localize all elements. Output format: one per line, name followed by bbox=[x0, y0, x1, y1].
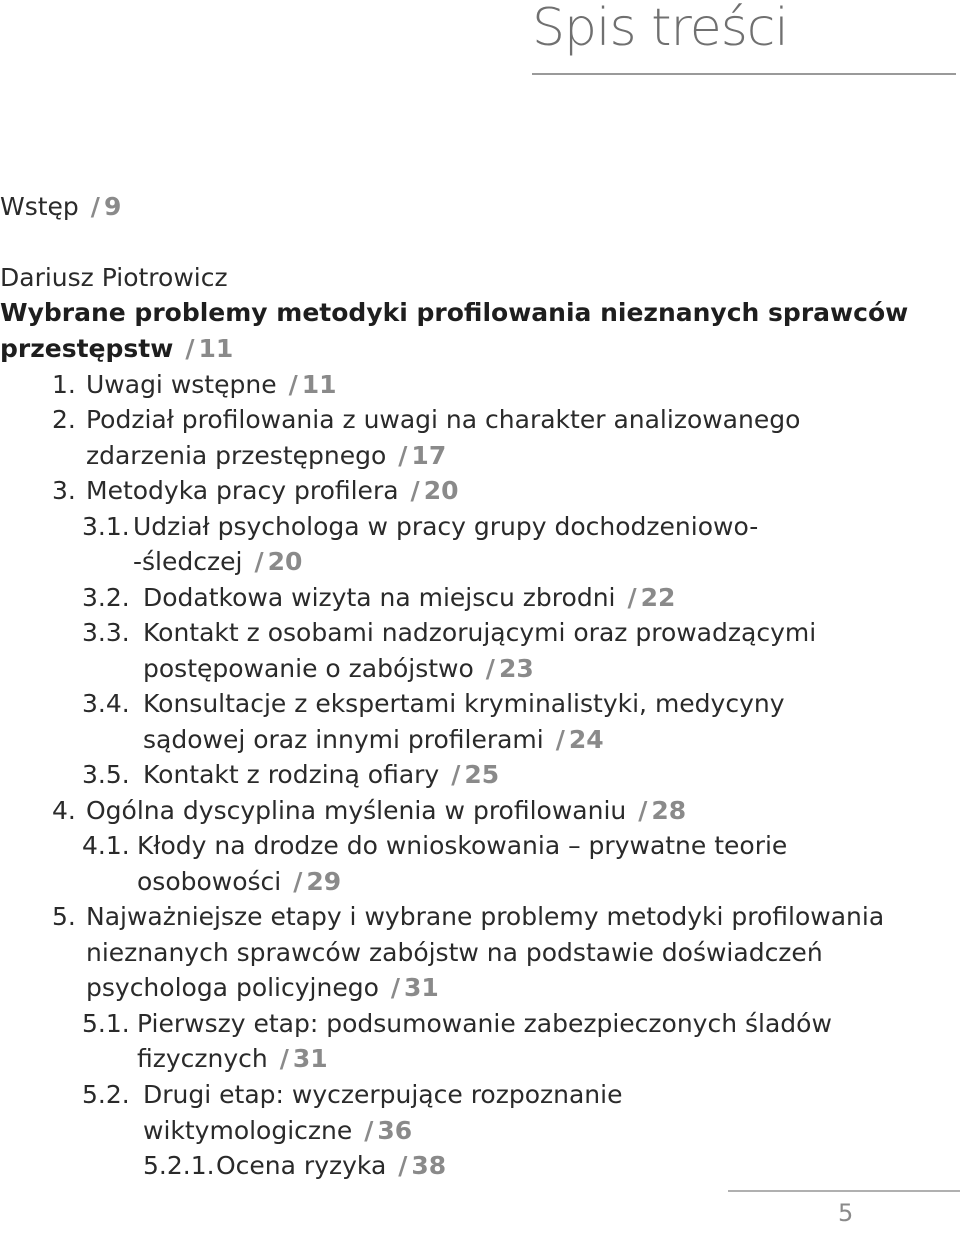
toc-page-number: 20 bbox=[423, 476, 459, 505]
toc-item-text: Kontakt z rodziną ofiary bbox=[143, 760, 440, 789]
toc-item[interactable] bbox=[86, 793, 686, 829]
separator: / bbox=[398, 1151, 408, 1180]
toc-item-text: Ocena ryzyka bbox=[216, 1151, 387, 1180]
separator: / bbox=[390, 973, 401, 1002]
item-number: 3.4. bbox=[82, 689, 130, 718]
page-title: Spis treści bbox=[532, 0, 788, 58]
item-number: 3.5. bbox=[82, 760, 130, 789]
toc-page-number: 28 bbox=[651, 796, 687, 825]
toc-page-number: 31 bbox=[292, 1044, 328, 1073]
toc-item[interactable] bbox=[143, 757, 499, 793]
chapter-title-line2: przestępstw bbox=[0, 334, 174, 363]
toc-page-number: 23 bbox=[498, 654, 534, 683]
toc-item-text: Uwagi wstępne bbox=[86, 370, 277, 399]
toc-item-text: Metodyka pracy profilera bbox=[86, 476, 399, 505]
item-number: 5. bbox=[52, 902, 76, 931]
toc-item[interactable] bbox=[86, 367, 337, 403]
separator: / bbox=[254, 547, 264, 576]
toc-item[interactable] bbox=[86, 402, 800, 438]
toc-item[interactable] bbox=[133, 509, 758, 545]
separator: / bbox=[410, 476, 420, 505]
toc-item-text: zdarzenia przestępnego bbox=[86, 441, 387, 470]
toc-item-text: postępowanie o zabójstwo bbox=[143, 654, 474, 683]
toc-page-number: 38 bbox=[411, 1151, 447, 1180]
item-number: 2. bbox=[52, 405, 76, 434]
toc-item-text: Najważniejsze etapy i wybrane problemy metodyki profilowania bbox=[86, 902, 885, 931]
toc-page-number: 24 bbox=[568, 725, 604, 754]
title-rule bbox=[532, 73, 956, 75]
toc-item-text: Konsultacje z ekspertami kryminalistyki, medycyny bbox=[143, 689, 785, 718]
item-number: 1. bbox=[52, 370, 76, 399]
toc-item-text: Kontakt z osobami nadzorującymi oraz prowadzącymi bbox=[143, 618, 817, 647]
separator: / bbox=[364, 1116, 374, 1145]
toc-entry-text: Wstęp bbox=[0, 192, 79, 221]
toc-item-continued[interactable] bbox=[143, 1113, 412, 1149]
item-number: 3.3. bbox=[82, 618, 130, 647]
separator: / bbox=[293, 867, 303, 896]
item-number: 5.2.1. bbox=[143, 1151, 215, 1180]
toc-item-text: Kłody na drodze do wnioskowania – prywatne teorie bbox=[137, 831, 788, 860]
toc-item-text: Pierwszy etap: podsumowanie zabezpieczonych śladów bbox=[137, 1009, 832, 1038]
chapter-author: Dariusz Piotrowicz bbox=[0, 263, 228, 292]
toc-item[interactable] bbox=[86, 473, 458, 509]
separator: / bbox=[90, 192, 100, 221]
toc-item[interactable] bbox=[137, 828, 787, 864]
toc-item-continued[interactable] bbox=[86, 935, 823, 971]
toc-item-text: Drugi etap: wyczerpujące rozpoznanie bbox=[143, 1080, 623, 1109]
toc-item-text: -śledczej bbox=[133, 547, 243, 576]
separator: / bbox=[398, 441, 408, 470]
item-number: 3.1. bbox=[82, 512, 130, 541]
toc-item[interactable] bbox=[216, 1148, 446, 1184]
toc-item-text: osobowości bbox=[137, 867, 282, 896]
separator: / bbox=[451, 760, 461, 789]
toc-item-text: Ogólna dyscyplina myślenia w profilowaniu bbox=[86, 796, 627, 825]
toc-item[interactable] bbox=[86, 899, 884, 935]
page-number: 5 bbox=[838, 1199, 854, 1227]
toc-page-number: 36 bbox=[377, 1116, 413, 1145]
item-number: 5.1. bbox=[82, 1009, 130, 1038]
separator: / bbox=[638, 796, 648, 825]
toc-page-number: 31 bbox=[404, 973, 439, 1002]
item-number: 3.2. bbox=[82, 583, 130, 612]
toc-item-continued[interactable] bbox=[86, 970, 439, 1006]
chapter-title-continued[interactable] bbox=[0, 331, 233, 367]
toc-page-number: 11 bbox=[198, 334, 234, 363]
toc-item-continued[interactable] bbox=[137, 864, 341, 900]
toc-item-continued[interactable] bbox=[137, 1041, 328, 1077]
toc-page-number: 29 bbox=[306, 867, 342, 896]
toc-item-continued[interactable] bbox=[143, 722, 604, 758]
toc-item[interactable] bbox=[143, 615, 816, 651]
toc-item-text: Podział profilowania z uwagi na charakter analizowanego bbox=[86, 405, 801, 434]
toc-item-text: wiktymologiczne bbox=[143, 1116, 353, 1145]
toc-item[interactable] bbox=[143, 686, 785, 722]
item-number: 4. bbox=[52, 796, 76, 825]
toc-entry-front[interactable] bbox=[0, 189, 121, 225]
toc-item-text: psychologa policyjnego bbox=[86, 973, 379, 1002]
toc-page-number: 25 bbox=[464, 760, 500, 789]
toc-item-text: Dodatkowa wizyta na miejscu zbrodni bbox=[143, 583, 616, 612]
toc-item-text: fizycznych bbox=[137, 1044, 268, 1073]
toc-page-number: 9 bbox=[103, 192, 122, 221]
toc-page-number: 11 bbox=[301, 370, 337, 399]
toc-item-continued[interactable] bbox=[133, 544, 302, 580]
item-number: 4.1. bbox=[82, 831, 130, 860]
toc-item-text: sądowej oraz innymi profilerami bbox=[143, 725, 544, 754]
toc-item-text: Udział psychologa w pracy grupy dochodzeniowo- bbox=[133, 512, 759, 541]
separator: / bbox=[555, 725, 565, 754]
toc-item-text: nieznanych sprawców zabójstw na podstawie doświadczeń bbox=[86, 938, 823, 967]
separator: / bbox=[185, 334, 195, 363]
toc-item-continued[interactable] bbox=[143, 651, 534, 687]
toc-item[interactable] bbox=[143, 580, 675, 616]
toc-page-number: 17 bbox=[411, 441, 447, 470]
chapter-title[interactable]: Wybrane problemy metodyki profilowania nieznanych sprawców bbox=[0, 298, 909, 327]
footer-rule bbox=[728, 1190, 960, 1192]
toc-page-number: 20 bbox=[267, 547, 303, 576]
separator: / bbox=[627, 583, 637, 612]
item-number: 3. bbox=[52, 476, 76, 505]
separator: / bbox=[279, 1044, 289, 1073]
toc-item-continued[interactable] bbox=[86, 438, 446, 474]
item-number: 5.2. bbox=[82, 1080, 130, 1109]
toc-item[interactable] bbox=[137, 1006, 832, 1042]
separator: / bbox=[485, 654, 495, 683]
toc-page-number: 22 bbox=[640, 583, 676, 612]
separator: / bbox=[288, 370, 298, 399]
toc-item[interactable] bbox=[143, 1077, 622, 1113]
